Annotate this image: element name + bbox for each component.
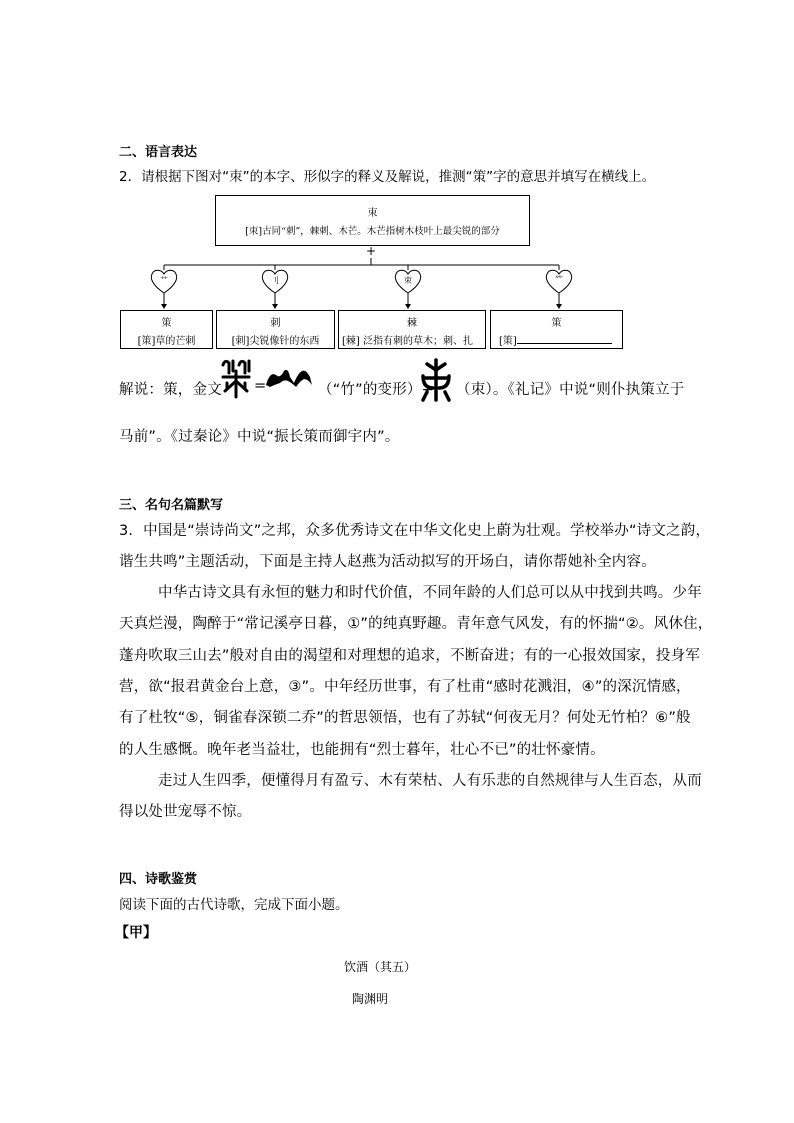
section2-heading: 二、语言表达 [119,145,198,160]
plus-sign: + [366,244,377,258]
paragraph-line: 的人生感慨。晚年老当益壮，也能拥有“烈士暮年，壮心不已”的壮怀豪情。 [119,742,605,758]
bronze-ci-glyph-icon [419,358,453,402]
box-definition-answer-line[interactable]: [策] [499,332,612,347]
heart-label-thorn: 朿 [404,276,412,285]
heart-label-knife: 刂 [271,276,279,285]
answer-blank[interactable] [517,333,612,344]
paragraph-line: 得以处世宠辱不惊。 [119,804,252,820]
box-char: 刺 [270,318,281,329]
poem-author: 陶渊明 [351,992,388,1006]
poem-label: 【甲】 [115,925,157,941]
paragraph-line: 中华古诗文具有永恒的魅力和时代价值，不同年龄的人们总可以从中找到共鸣。少年 [158,585,702,601]
explanation-part2: （“竹”的变形）+ [318,382,434,398]
box-char: 策 [161,318,172,329]
box-definition: [刺]尖锐像针的东西 [231,336,320,347]
box-char: 棘 [407,318,417,329]
explanation-part3: （朿）。《礼记》中说“则仆执策立于 [456,382,685,398]
box-char: 策 [551,318,562,329]
question-3-line: 谐生共鸣”主题活动，下面是主持人赵燕为活动拟写的开场白，请你帮她补全内容。 [119,554,656,570]
section3-heading: 三、名句名篇默写 [119,498,224,513]
paragraph-line: 营，欲“报君黄金台上意，③”。中年经历世事，有了杜甫“感时花溅泪，④”的深沉情感， [119,679,691,695]
box-definition: [棘] 泛指有刺的草木；刺、扎 [342,336,473,347]
equals-sign: = [254,378,267,394]
paragraph-line: 走过人生四季，便懂得月有盈亏、木有荣枯、人有乐悲的自然规律与人生百态，从而 [158,773,702,789]
question-2: 2．请根据下图对“朿”的本字、形似字的释义及解说，推测“策”字的意思并填写在横线上。 [119,169,656,185]
heart-label-grass: 艹 [160,276,168,285]
paragraph-line: 天真烂漫，陶醉于“常记溪亭日暮，①”的纯真野趣。青年意气风发，有的怀揣“②。风休住， [119,616,713,632]
bronze-ce-glyph-icon [219,357,253,399]
box-definition: [策]草的芒刺 [137,336,196,347]
question-3-line: 3．中国是“崇诗尚文”之邦，众多优秀诗文在中华文化史上蔚为壮观。学校举办“诗文之韵， [119,523,711,539]
poem-title: 饮酒（其五） [343,960,416,974]
paragraph-line: 蓬舟吹取三山去”般对自由的渴望和对理想的追求，不断奋进；有的一心报效国家，投身军 [119,648,701,664]
section4-instruction: 阅读下面的古代诗歌，完成下面小题。 [119,897,349,913]
top-box-definition: [朿]古同“刺”，棘刺、木芒。木芒指树木枝叶上最尖锐的部分 [245,226,500,237]
definition-box [338,310,486,349]
top-box-char: 朿 [367,208,378,219]
definition-box [490,310,623,349]
section4-heading: 四、诗歌鉴赏 [119,872,198,887]
definition-box [216,310,335,349]
connector-lines [0,0,794,360]
definition-box [120,310,213,349]
explanation-part1: 解说：策，金文 [119,382,222,398]
heart-label-bamboo: ⺮ [555,275,563,284]
bamboo-variant-glyph-icon [264,365,314,389]
explanation-line2: 马前”。《过秦论》中说“振长策而御宇内”。 [119,429,400,445]
paragraph-line: 有了杜牧“⑤，铜雀春深锁二乔”的哲思领悟，也有了苏轼“何夜无月？何处无竹柏？⑥”般 [119,710,691,726]
